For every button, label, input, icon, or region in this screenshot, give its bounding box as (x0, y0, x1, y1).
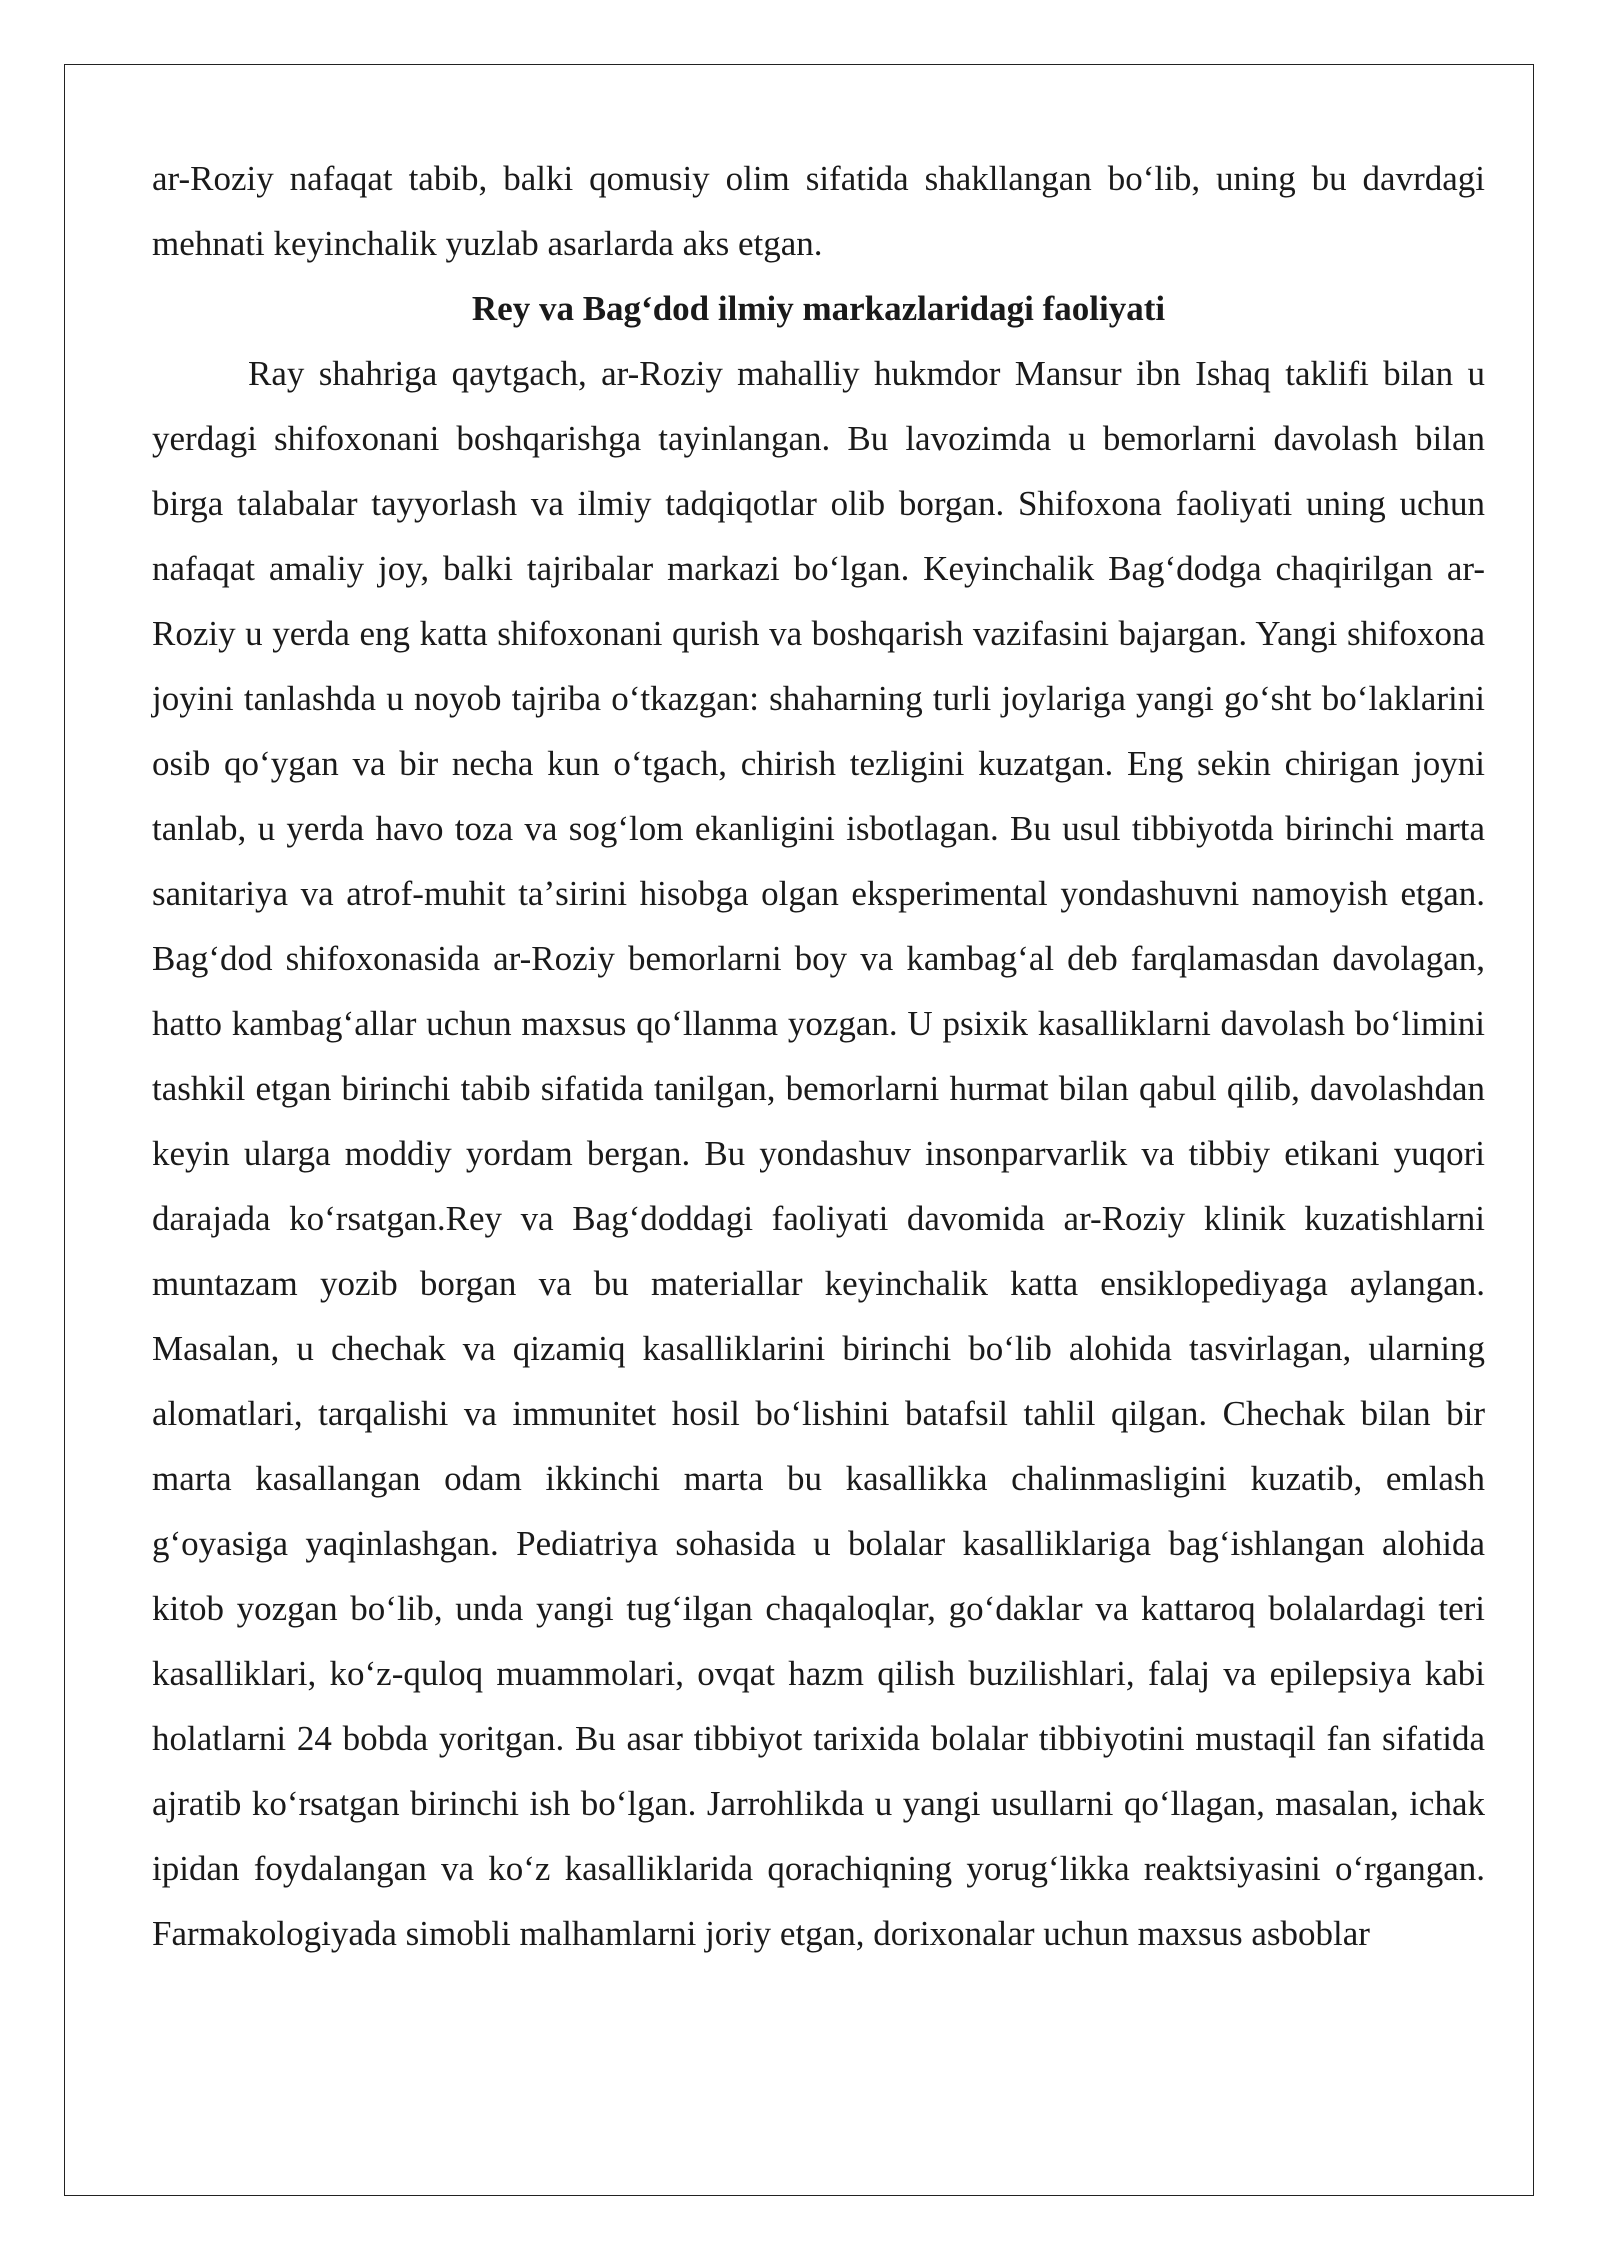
section-heading: Rey va Bagʻdod ilmiy markazlaridagi faoliyati (471, 289, 1166, 328)
paragraph-main: Ray shahriga qaytgach, ar-Roziy mahalliy hukmdor Mansur ibn Ishaq taklifi bilan u yerdagi shifoxonani boshqarishga tayinlangan. Bu lavozimda u bemorlarni davolash bilan birga talabalar tayyorlash va ilmiy tadqiqotlar olib borgan. Shifoxona faoliyati uning uchun nafaqat amaliy joy, balki tajribalar markazi boʻlgan. Keyinchalik Bagʻdodga chaqirilgan ar-Roziy u yerda eng katta shifoxonani qurish va boshqarish vazifasini bajargan. Yangi shifoxona joyini tanlashda u noyob tajriba oʻtkazgan: shaharning turli joylariga yangi goʻsht boʻlaklarini osib qoʻygan va bir necha kun oʻtgach, chirish tezligini kuzatgan. Eng sekin chirigan joyni tanlab, u yerda havo toza va sogʻlom ekanligini isbotlagan. Bu usul tibbiyotda birinchi marta sanitariya va atrof-muhit taʼsirini hisobga olgan eksperimental yondashuvni namoyish etgan. Bagʻdod shifoxonasida ar-Roziy bemorlarni boy va kambagʻal deb farqlamasdan davolagan, hatto kambagʻallar uchun maxsus qoʻllanma yozgan. U psixik kasalliklarni davolash boʻlimini tashkil etgan birinchi tabib sifatida tanilgan, bemorlarni hurmat bilan qabul qilib, davolashdan keyin ularga moddiy yordam bergan. Bu yondashuv insonparvarlik va tibbiy etikani yuqori darajada koʻrsatgan.Rey va Bagʻdoddagi faoliyati davomida ar-Roziy klinik kuzatishlarni muntazam yozib borgan va bu materiallar keyinchalik katta ensiklopediyaga aylangan. Masalan, u chechak va qizamiq kasalliklarini birinchi boʻlib alohida tasvirlagan, ularning alomatlari, tarqalishi va immunitet hosil boʻlishini batafsil tahlil qilgan. Chechak bilan bir marta kasallangan odam ikkinchi marta bu kasallikka chalinmasligini kuzatib, emlash gʻoyasiga yaqinlashgan. Pediatriya sohasida u bolalar kasalliklariga bagʻishlangan alohida kitob yozgan boʻlib, unda yangi tugʻilgan chaqaloqlar, goʻdaklar va kattaroq bolalardagi teri kasalliklari, koʻz-quloq muammolari, ovqat hazm qilish buzilishlari, falaj va epilepsiya kabi holatlarni 24 bobda yoritgan. Bu asar tibbiyot tarixida bolalar tibbiyotini mustaqil fan sifatida ajratib koʻrsatgan birinchi ish boʻlgan. Jarrohlikda u yangi usullarni qoʻllagan, masalan, ichak ipidan foydalangan va koʻz kasalliklarida qorachiqning yorugʻlikka reaktsiyasini oʻrgangan. Farmakologiyada simobli malhamlarni joriy etgan, dorixonalar uchun maxsus asboblar (152, 354, 1485, 1953)
paragraph-continuation: ar-Roziy nafaqat tabib, balki qomusiy olim sifatida shakllangan boʻlib, uning bu davrdagi mehnati keyinchalik yuzlab asarlarda aks etgan. (152, 159, 1485, 263)
document-body (152, 146, 1485, 1966)
